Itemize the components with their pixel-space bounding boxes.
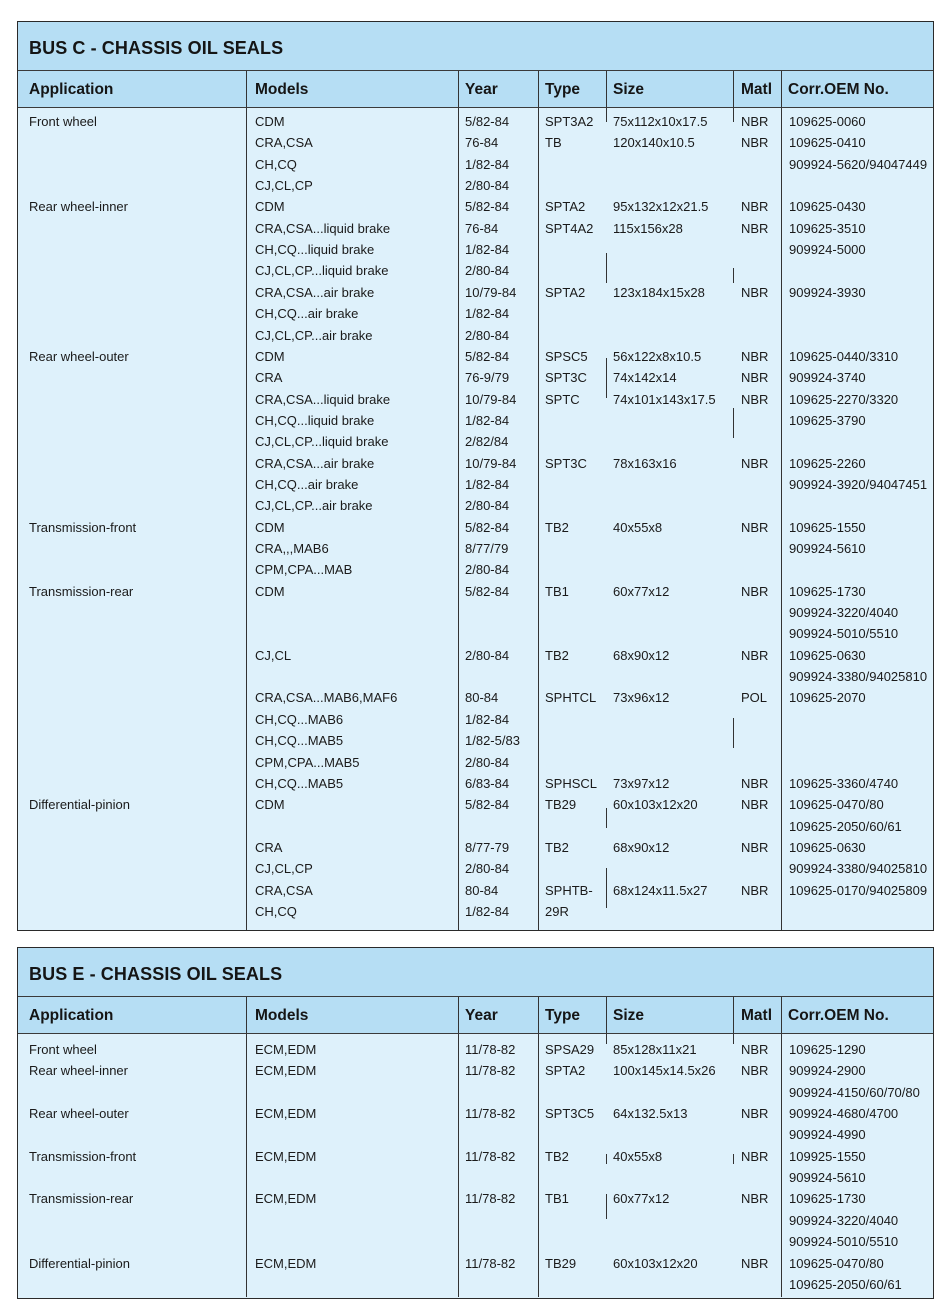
cell-year: 1/82-84 xyxy=(465,476,510,492)
cell-size: 123x184x15x28 xyxy=(613,284,705,300)
table-body xyxy=(18,1034,933,1297)
cell-year: 1/82-5/83 xyxy=(465,733,520,749)
table-row xyxy=(18,709,933,730)
cell-size: 120x140x10.5 xyxy=(613,135,695,151)
cell-type: TB2 xyxy=(545,839,569,855)
cell-models: CDM xyxy=(255,519,285,535)
cell-models: ECM,EDM xyxy=(255,1063,317,1079)
table-row xyxy=(18,730,933,751)
cell-oem: 909924-4680/4700 xyxy=(789,1106,899,1122)
cell-models: CPM,CPA...MAB5 xyxy=(255,754,360,770)
table-row xyxy=(18,794,933,815)
cell-models: CH,CQ...MAB6 xyxy=(255,711,344,727)
cell-matl: NBR xyxy=(741,348,769,364)
table-row xyxy=(18,303,933,324)
cell-models: CJ,CL,CP...liquid brake xyxy=(255,434,389,450)
table-row xyxy=(18,645,933,666)
table-row xyxy=(18,880,933,901)
cell-year: 5/82-84 xyxy=(465,797,510,813)
cell-models: CRA,CSA...air brake xyxy=(255,455,375,471)
cell-oem: 109625-3360/4740 xyxy=(789,775,899,791)
cell-models: CH,CQ...MAB5 xyxy=(255,733,344,749)
cell-type: SPHTCL xyxy=(545,690,597,706)
cell-models: CH,CQ xyxy=(255,903,297,919)
cell-year: 1/82-84 xyxy=(465,306,510,322)
cell-type: SPSC5 xyxy=(545,348,588,364)
cell-type: SPTA2 xyxy=(545,1063,586,1079)
table-row xyxy=(18,1274,933,1295)
cell-matl: NBR xyxy=(741,647,769,663)
cell-type: SPT3C xyxy=(545,370,587,386)
cell-size: 73x96x12 xyxy=(613,690,670,706)
cell-application: Rear wheel-inner xyxy=(29,1063,128,1079)
cell-oem: 109625-0630 xyxy=(789,647,866,663)
table-row xyxy=(18,1231,933,1252)
cell-oem: 109925-1550 xyxy=(789,1148,866,1164)
header-type: Type xyxy=(545,1007,581,1024)
table-row xyxy=(18,752,933,773)
cell-oem: 909924-3380/94025810 xyxy=(789,669,928,685)
table-row xyxy=(18,581,933,602)
cell-models: ECM,EDM xyxy=(255,1191,317,1207)
table-row xyxy=(18,389,933,410)
cell-application: Transmission-rear xyxy=(29,1191,134,1207)
cell-models: CRA xyxy=(255,839,283,855)
cell-size: 60x77x12 xyxy=(613,583,670,599)
table-row xyxy=(18,1253,933,1274)
header-oem: Corr.OEM No. xyxy=(788,1007,889,1024)
cell-oem: 109625-2270/3320 xyxy=(789,391,899,407)
cell-year: 6/83-84 xyxy=(465,775,510,791)
cell-oem: 109625-2050/60/61 xyxy=(789,1276,902,1292)
cell-oem: 109625-3510 xyxy=(789,220,866,236)
cell-oem: 909924-5620/94047449 xyxy=(789,156,928,172)
cell-type: SPTA2 xyxy=(545,284,586,300)
cell-matl: NBR xyxy=(741,1191,769,1207)
cell-matl: POL xyxy=(741,690,768,706)
cell-matl: NBR xyxy=(741,1106,769,1122)
cell-year: 80-84 xyxy=(465,690,499,706)
bus-e-oil-seals-panel xyxy=(17,947,934,1299)
cell-type: TB2 xyxy=(545,1148,569,1164)
cell-size: 68x90x12 xyxy=(613,839,670,855)
cell-type: 29R xyxy=(545,903,569,919)
cell-oem: 109625-1550 xyxy=(789,519,866,535)
cell-oem: 109625-2050/60/61 xyxy=(789,818,902,834)
cell-models: CRA,CSA...air brake xyxy=(255,284,375,300)
cell-oem: 909924-3220/4040 xyxy=(789,605,899,621)
cell-size: 78x163x16 xyxy=(613,455,677,471)
cell-type: SPT3C xyxy=(545,455,587,471)
table-row xyxy=(18,1167,933,1188)
cell-size: 60x77x12 xyxy=(613,1191,670,1207)
cell-size: 74x101x143x17.5 xyxy=(613,391,716,407)
cell-matl: NBR xyxy=(741,583,769,599)
cell-models: CJ,CL,CP...air brake xyxy=(255,498,373,514)
cell-models: CH,CQ...air brake xyxy=(255,476,359,492)
cell-matl: NBR xyxy=(741,370,769,386)
cell-models: CRA,CSA...liquid brake xyxy=(255,220,391,236)
cell-matl: NBR xyxy=(741,135,769,151)
table-row xyxy=(18,367,933,388)
cell-year: 8/77-79 xyxy=(465,839,510,855)
cell-type: SPSA29 xyxy=(545,1042,595,1057)
table-row xyxy=(18,1039,933,1060)
cell-type: SPTA2 xyxy=(545,199,586,215)
table-row xyxy=(18,1060,933,1081)
cell-year: 5/82-84 xyxy=(465,199,510,215)
cell-year: 11/78-82 xyxy=(465,1191,516,1207)
table-row xyxy=(18,858,933,879)
cell-oem: 109625-1290 xyxy=(789,1042,866,1057)
table-row xyxy=(18,666,933,687)
cell-models: CDM xyxy=(255,583,285,599)
header-application: Application xyxy=(29,81,114,98)
cell-year: 76-84 xyxy=(465,220,499,236)
cell-models: CRA,CSA...MAB6,MAF6 xyxy=(255,690,398,706)
cell-size: 60x103x12x20 xyxy=(613,797,698,813)
cell-application: Rear wheel-outer xyxy=(29,1106,129,1122)
table-row xyxy=(18,111,933,132)
cell-year: 1/82-84 xyxy=(465,242,510,258)
cell-models: ECM,EDM xyxy=(255,1148,317,1164)
cell-oem: 909924-5010/5510 xyxy=(789,626,899,642)
cell-type: SPT3A2 xyxy=(545,114,594,129)
cell-matl: NBR xyxy=(741,220,769,236)
cell-type: TB29 xyxy=(545,1255,577,1271)
cell-year: 5/82-84 xyxy=(465,348,510,364)
cell-models: CJ,CL,CP...air brake xyxy=(255,327,373,343)
cell-oem: 909924-4990 xyxy=(789,1127,866,1143)
cell-matl: NBR xyxy=(741,199,769,215)
cell-oem: 909924-5610 xyxy=(789,541,866,556)
header-matl: Matl xyxy=(741,1007,772,1024)
header-matl: Matl xyxy=(741,81,772,98)
table-row xyxy=(18,431,933,452)
cell-oem: 909924-3220/4040 xyxy=(789,1212,899,1228)
cell-year: 8/77/79 xyxy=(465,541,509,556)
cell-type: SPT3C5 xyxy=(545,1106,595,1122)
header-models: Models xyxy=(255,1007,309,1024)
cell-type: SPT4A2 xyxy=(545,220,594,236)
table-row xyxy=(18,538,933,559)
cell-year: 1/82-84 xyxy=(465,711,510,727)
cell-oem: 109625-0410 xyxy=(789,135,866,151)
cell-year: 2/80-84 xyxy=(465,754,510,770)
table-row xyxy=(18,773,933,794)
cell-size: 40x55x8 xyxy=(613,519,663,535)
cell-models: CJ,CL xyxy=(255,647,292,663)
cell-oem: 909924-3380/94025810 xyxy=(789,861,928,877)
cell-oem: 109625-2070 xyxy=(789,690,866,706)
table-header xyxy=(18,997,933,1034)
cell-size: 73x97x12 xyxy=(613,775,670,791)
cell-oem: 109625-0060 xyxy=(789,114,866,129)
cell-matl: NBR xyxy=(741,391,769,407)
cell-oem: 909924-3920/94047451 xyxy=(789,476,928,492)
cell-oem: 109625-2260 xyxy=(789,455,866,471)
cell-year: 2/82/84 xyxy=(465,434,509,450)
cell-year: 11/78-82 xyxy=(465,1255,516,1271)
cell-application: Differential-pinion xyxy=(29,797,130,813)
cell-type: TB29 xyxy=(545,797,577,813)
cell-year: 2/80-84 xyxy=(465,263,510,279)
cell-type: TB xyxy=(545,135,562,151)
cell-oem: 909924-4150/60/70/80 xyxy=(789,1084,920,1100)
cell-models: CJ,CL,CP...liquid brake xyxy=(255,263,389,279)
header-models: Models xyxy=(255,81,309,98)
cell-models: CRA,CSA...liquid brake xyxy=(255,391,391,407)
table-row xyxy=(18,132,933,153)
cell-oem: 909924-5000 xyxy=(789,242,866,258)
table-row xyxy=(18,282,933,303)
bus-c-oil-seals-panel xyxy=(17,21,934,931)
table-row xyxy=(18,346,933,367)
cell-matl: NBR xyxy=(741,455,769,471)
cell-application: Front wheel xyxy=(29,114,97,129)
header-year: Year xyxy=(465,1007,498,1024)
cell-year: 2/80-84 xyxy=(465,562,510,578)
cell-models: CRA,CSA xyxy=(255,882,313,898)
table-row xyxy=(18,154,933,175)
table-row xyxy=(18,175,933,196)
cell-application: Transmission-front xyxy=(29,1148,137,1164)
cell-size: 56x122x8x10.5 xyxy=(613,348,702,364)
cell-application: Front wheel xyxy=(29,1042,97,1057)
cell-oem: 909924-3930 xyxy=(789,284,866,300)
cell-models: CRA,CSA xyxy=(255,135,313,151)
cell-matl: NBR xyxy=(741,882,769,898)
cell-models: CJ,CL,CP xyxy=(255,861,313,877)
cell-year: 1/82-84 xyxy=(465,903,510,919)
cell-oem: 109625-3790 xyxy=(789,412,866,428)
cell-year: 10/79-84 xyxy=(465,284,517,300)
cell-size: 75x112x10x17.5 xyxy=(613,114,708,129)
cell-models: CRA xyxy=(255,370,283,386)
table-title: BUS C - CHASSIS OIL SEALS xyxy=(18,22,933,71)
cell-models: CH,CQ...MAB5 xyxy=(255,775,344,791)
cell-matl: NBR xyxy=(741,1148,769,1164)
cell-oem: 109625-0170/94025809 xyxy=(789,882,928,898)
cell-year: 5/82-84 xyxy=(465,583,510,599)
cell-matl: NBR xyxy=(741,519,769,535)
cell-year: 11/78-82 xyxy=(465,1042,516,1057)
cell-year: 2/80-84 xyxy=(465,498,510,514)
cell-oem: 909924-5610 xyxy=(789,1170,866,1186)
cell-type: TB1 xyxy=(545,583,569,599)
cell-size: 74x142x14 xyxy=(613,370,677,386)
cell-type: TB2 xyxy=(545,519,569,535)
cell-year: 2/80-84 xyxy=(465,327,510,343)
cell-matl: NBR xyxy=(741,775,769,791)
cell-oem: 109625-0630 xyxy=(789,839,866,855)
cell-models: CH,CQ xyxy=(255,156,297,172)
cell-year: 2/80-84 xyxy=(465,178,510,194)
cell-year: 76-84 xyxy=(465,135,499,151)
cell-year: 10/79-84 xyxy=(465,455,517,471)
table-row xyxy=(18,1146,933,1167)
cell-year: 5/82-84 xyxy=(465,114,510,129)
table-row xyxy=(18,837,933,858)
cell-matl: NBR xyxy=(741,839,769,855)
cell-size: 68x124x11.5x27 xyxy=(613,882,708,898)
cell-year: 11/78-82 xyxy=(465,1063,516,1079)
cell-type: SPTC xyxy=(545,391,580,407)
table-row xyxy=(18,687,933,708)
header-year: Year xyxy=(465,81,498,98)
header-application: Application xyxy=(29,1007,114,1024)
table-row xyxy=(18,410,933,431)
table-header xyxy=(18,71,933,108)
cell-size: 60x103x12x20 xyxy=(613,1255,698,1271)
cell-type: TB1 xyxy=(545,1191,569,1207)
cell-models: CJ,CL,CP xyxy=(255,178,313,194)
cell-application: Differential-pinion xyxy=(29,1255,130,1271)
cell-models: CH,CQ...liquid brake xyxy=(255,242,375,258)
table-row xyxy=(18,218,933,239)
cell-size: 95x132x12x21.5 xyxy=(613,199,709,215)
cell-year: 2/80-84 xyxy=(465,861,510,877)
cell-year: 5/82-84 xyxy=(465,519,510,535)
table-row xyxy=(18,602,933,623)
cell-matl: NBR xyxy=(741,797,769,813)
cell-oem: 909924-5010/5510 xyxy=(789,1234,899,1250)
cell-models: CDM xyxy=(255,199,285,215)
cell-oem: 109625-0440/3310 xyxy=(789,348,899,364)
cell-matl: NBR xyxy=(741,1255,769,1271)
cell-size: 115x156x28 xyxy=(613,220,683,236)
table-row xyxy=(18,816,933,837)
cell-application: Rear wheel-inner xyxy=(29,199,128,215)
cell-year: 2/80-84 xyxy=(465,647,510,663)
cell-models: ECM,EDM xyxy=(255,1106,317,1122)
cell-models: CH,CQ...air brake xyxy=(255,306,359,322)
cell-matl: NBR xyxy=(741,1042,769,1057)
cell-models: CDM xyxy=(255,797,285,813)
cell-size: 85x128x11x21 xyxy=(613,1042,697,1057)
cell-year: 76-9/79 xyxy=(465,370,510,386)
header-type: Type xyxy=(545,81,581,98)
cell-year: 1/82-84 xyxy=(465,412,510,428)
table-row xyxy=(18,1124,933,1145)
cell-oem: 109625-0430 xyxy=(789,199,866,215)
table-row xyxy=(18,623,933,644)
cell-matl: NBR xyxy=(741,284,769,300)
cell-year: 11/78-82 xyxy=(465,1148,516,1164)
cell-type: SPHTB- xyxy=(545,882,593,898)
table-body xyxy=(18,108,933,930)
table-row xyxy=(18,196,933,217)
cell-oem: 109625-1730 xyxy=(789,1191,866,1207)
cell-oem: 909924-3740 xyxy=(789,370,866,386)
cell-matl: NBR xyxy=(741,1063,769,1079)
table-row xyxy=(18,495,933,516)
header-oem: Corr.OEM No. xyxy=(788,81,889,98)
cell-models: CRA,,,MAB6 xyxy=(255,541,329,556)
table-row xyxy=(18,1082,933,1103)
cell-models: CPM,CPA...MAB xyxy=(255,562,353,578)
table-row xyxy=(18,453,933,474)
cell-models: ECM,EDM xyxy=(255,1042,317,1057)
table-row xyxy=(18,474,933,495)
table-row xyxy=(18,901,933,922)
cell-size: 40x55x8 xyxy=(613,1148,663,1164)
cell-oem: 909924-2900 xyxy=(789,1063,866,1079)
table-row xyxy=(18,1188,933,1209)
cell-type: TB2 xyxy=(545,647,569,663)
cell-year: 1/82-84 xyxy=(465,156,510,172)
cell-oem: 109625-0470/80 xyxy=(789,797,884,813)
table-row xyxy=(18,1103,933,1124)
cell-models: CH,CQ...liquid brake xyxy=(255,412,375,428)
cell-oem: 109625-1730 xyxy=(789,583,866,599)
table-row xyxy=(18,325,933,346)
cell-year: 11/78-82 xyxy=(465,1106,516,1122)
cell-models: ECM,EDM xyxy=(255,1255,317,1271)
cell-models: CDM xyxy=(255,348,285,364)
header-size: Size xyxy=(613,81,645,98)
cell-type: SPHSCL xyxy=(545,775,598,791)
header-size: Size xyxy=(613,1007,645,1024)
table-row xyxy=(18,559,933,580)
cell-year: 10/79-84 xyxy=(465,391,517,407)
table-row xyxy=(18,1210,933,1231)
cell-models: CDM xyxy=(255,114,285,129)
table-row xyxy=(18,517,933,538)
cell-size: 100x145x14.5x26 xyxy=(613,1063,716,1079)
cell-application: Transmission-rear xyxy=(29,583,134,599)
cell-matl: NBR xyxy=(741,114,769,129)
cell-size: 68x90x12 xyxy=(613,647,670,663)
table-row xyxy=(18,239,933,260)
table-row xyxy=(18,260,933,281)
cell-oem: 109625-0470/80 xyxy=(789,1255,884,1271)
cell-size: 64x132.5x13 xyxy=(613,1106,688,1122)
cell-year: 80-84 xyxy=(465,882,499,898)
cell-application: Rear wheel-outer xyxy=(29,348,129,364)
table-title: BUS E - CHASSIS OIL SEALS xyxy=(18,948,933,997)
cell-application: Transmission-front xyxy=(29,519,137,535)
